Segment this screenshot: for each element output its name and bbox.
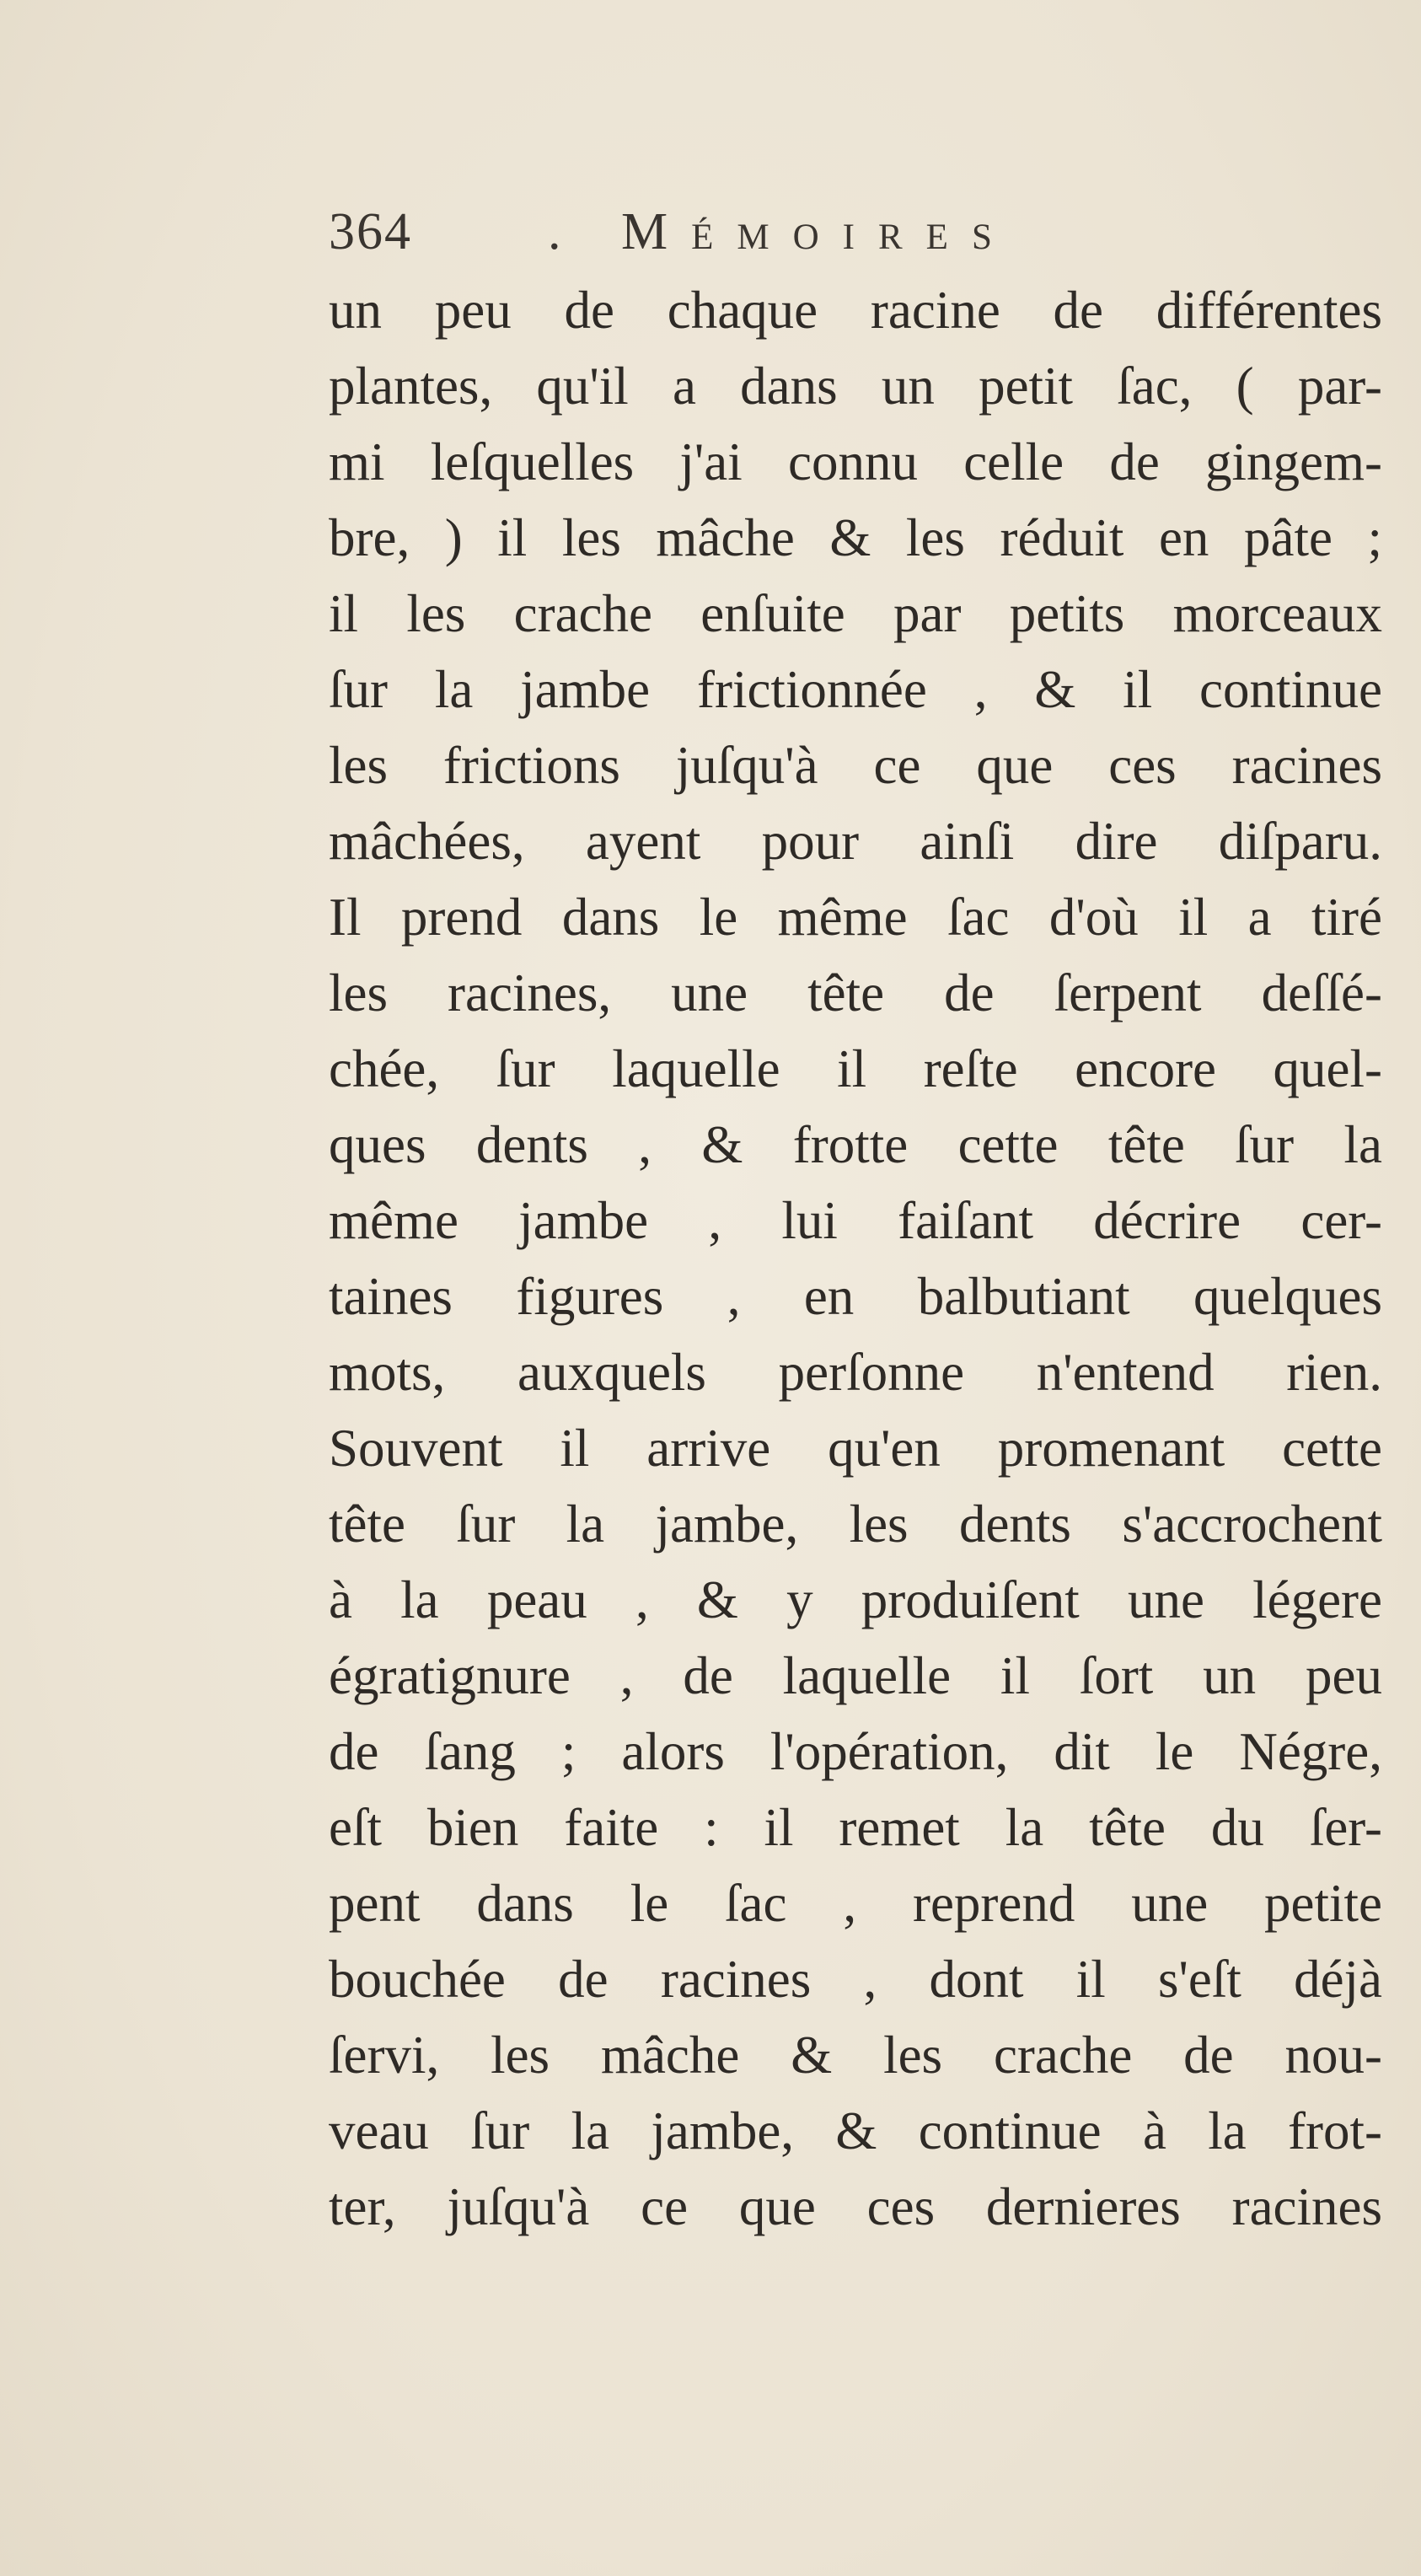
page-number: 364 [329,203,412,260]
text-line: il les crache enſuite par petits morceaux [329,584,1382,643]
text-line: pent dans le ſac , reprend une petite [329,1874,1382,1933]
text-line: mi leſquelles j'ai connu celle de gingem- [329,432,1382,491]
text-line: ſervi, les mâche & les crache de nou- [329,2026,1382,2085]
text-line: Il prend dans le même ſac d'où il a tiré [329,888,1382,947]
text-line: les racines, une tête de ſerpent deſſé- [329,963,1382,1022]
text-line: bre, ) il les mâche & les réduit en pâte ; [329,508,1382,567]
text-line: à la peau , & y produiſent une légere [329,1570,1382,1629]
text-line: ter, juſqu'à ce que ces dernieres racines [329,2177,1382,2236]
text-line: Souvent il arrive qu'en promenant cette [329,1419,1382,1478]
text-line: de ſang ; alors l'opération, dit le Négre, [329,1722,1382,1781]
text-line: ques dents , & frotte cette tête ſur la [329,1115,1382,1174]
text-line: égratignure , de laquelle il ſort un peu [329,1646,1382,1705]
text-line: un peu de chaque racine de différentes [329,281,1382,340]
text-line: veau ſur la jambe, & continue à la frot- [329,2101,1382,2160]
text-line: taines figures , en balbutiant quelques [329,1267,1382,1326]
running-head [329,202,1129,270]
text-line: ſur la jambe frictionnée , & il continue [329,660,1382,719]
text-line: les frictions juſqu'à ce que ces racines [329,736,1382,795]
text-line: mâchées, ayent pour ainſi dire diſparu. [329,812,1382,871]
text-line: bouchée de racines , dont il s'eſt déjà [329,1950,1382,2009]
text-line: eſt bien faite : il remet la tête du ſer- [329,1798,1382,1857]
text-line: chée, ſur laquelle il reſte encore quel- [329,1039,1382,1098]
text-line: mots, auxquels perſonne n'entend rien. [329,1343,1382,1402]
running-title: . Mémoires [548,203,1016,260]
body-text [329,272,1382,2245]
text-line: plantes, qu'il a dans un petit ſac, ( par- [329,357,1382,416]
text-line: tête ſur la jambe, les dents s'accrochent [329,1495,1382,1554]
text-line: même jambe , lui faiſant décrire cer- [329,1191,1382,1250]
